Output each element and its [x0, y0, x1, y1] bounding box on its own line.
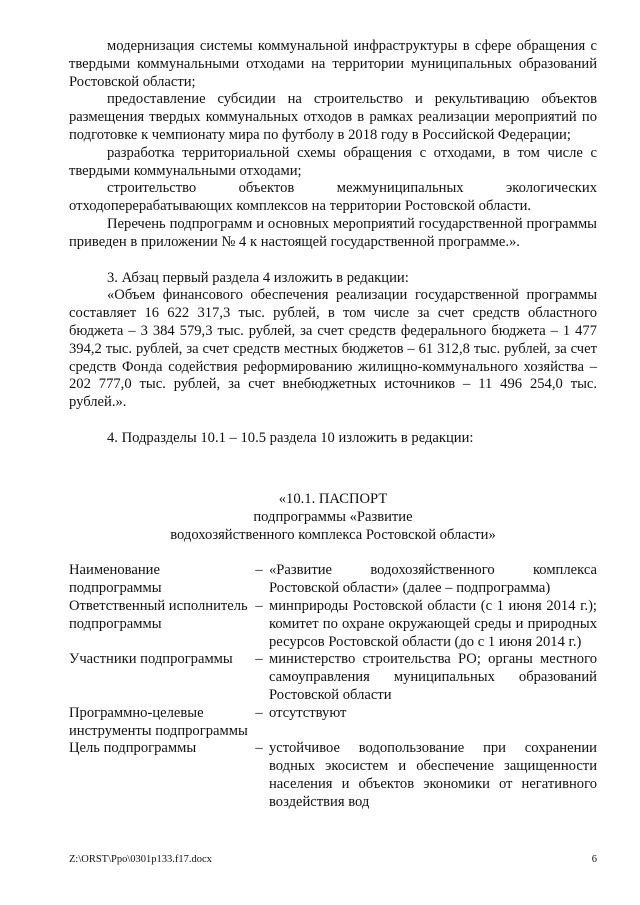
passport-subtitle-2: водохозяйственного комплекса Ростовской области»	[170, 526, 496, 543]
passport-row	[69, 562, 597, 598]
page-footer	[69, 854, 597, 865]
passport-row	[69, 651, 597, 704]
passport-section	[69, 491, 597, 812]
file-path: Z:\ORST\Ppo\0301p133.f17.docx	[69, 854, 212, 865]
page-number: 6	[591, 854, 597, 865]
passport-row-value: устойчивое водопользование при сохранении водных экосистем и обеспечение защищенности населения и объектов экономики от негативного воздействия вод	[269, 740, 597, 810]
passport-row-value: минприроды Ростовской области (с 1 июня 2014 г.); комитет по охране окружающей среды и природных ресурсов Ростовской области (до с 1 июня 2014 г.)	[269, 597, 597, 650]
paragraph-modernization: модернизация системы коммунальной инфраструктуры в сфере обращения с твердыми коммунальными отходами на территории муниципальных образований Ростовской области;	[69, 38, 597, 90]
passport-row-label: Программно-целевые инструменты подпрограммы	[69, 704, 248, 739]
passport-subtitle-1: подпрограммы «Развитие	[253, 508, 413, 525]
passport-row-dash: –	[255, 597, 263, 614]
passport-title: «10.1. ПАСПОРТ	[278, 491, 388, 507]
passport-row-value: «Развитие водохозяйственного комплекса Ростовской области» (далее – подпрограмма)	[269, 562, 597, 597]
passport-row-label: Цель подпрограммы	[69, 740, 197, 757]
passport-row-value: министерство строительства РО; органы местного самоуправления муниципальных образований Ростовской области	[269, 651, 597, 703]
document-body	[69, 38, 597, 448]
passport-row-dash: –	[255, 562, 263, 579]
paragraph-list: Перечень подпрограмм и основных мероприятий государственной программы приведен в приложении № 4 к настоящей государственной программе.».	[69, 215, 597, 250]
passport-row-dash: –	[255, 740, 263, 757]
paragraph-scheme: разработка территориальной схемы обращения с отходами, в том числе с твердыми коммунальными отходами;	[69, 144, 597, 179]
paragraph-funding: «Объем финансового обеспечения реализации государственной программы составляет 16 622 317,3 тыс. рублей, в том числе за счет средств областного бюджета – 3 384 579,3 тыс. рублей, за счет средств федерального бюджета – 1 477 394,2 тыс. рублей, за счет средств местных бюджетов – 61 312,8 тыс. рублей, за счет средств Фонда содействия реформированию жилищно-коммунального хозяйства – 202 777,0 тыс. рублей, за счет внебюджетных источников – 11 496 254,0 тыс. рублей.».	[69, 287, 597, 411]
paragraph-subsidy: предоставление субсидии на строительство и рекультивацию объектов размещения твердых коммунальных отходов в рамках реализации мероприятий по подготовке к чемпионату мира по футболу в 2018 году в Российской Федерации;	[69, 91, 597, 143]
passport-row	[69, 740, 597, 811]
paragraph-construction: строительство объектов межмуниципальных экологических отходоперерабатывающих комплексов на территории Ростовской области.	[69, 180, 597, 215]
passport-row	[69, 705, 597, 741]
passport-row	[69, 598, 597, 651]
passport-row-label: Участники подпрограммы	[69, 651, 233, 668]
passport-row-dash: –	[255, 704, 263, 721]
paragraph-item-3: 3. Абзац первый раздела 4 изложить в редакции:	[107, 269, 409, 286]
passport-row-label: Наименование подпрограммы	[69, 562, 162, 597]
paragraph-item-4: 4. Подразделы 10.1 – 10.5 раздела 10 изложить в редакции:	[107, 429, 474, 446]
passport-row-dash: –	[255, 651, 263, 668]
passport-row-label: Ответственный исполнитель подпрограммы	[69, 597, 248, 632]
passport-row-value: отсутствуют	[269, 704, 347, 721]
